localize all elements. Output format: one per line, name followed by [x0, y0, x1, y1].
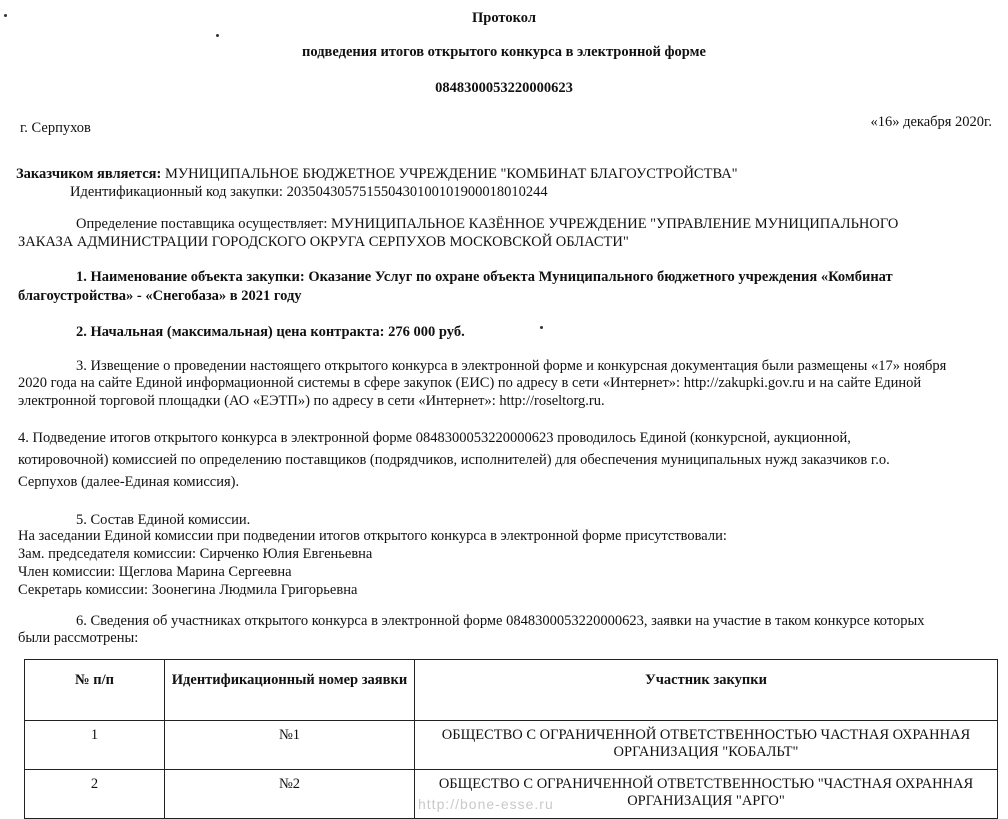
date: «16» декабря 2020г.: [870, 114, 992, 130]
item-6-line-2: были рассмотрены:: [18, 630, 139, 646]
item-3-line-2: 2020 года на сайте Единой информационной системы в сфере закупок (ЕИС) по адресу в сети «Интернет»: http://zakupki.gov.ru и на сайте Единой: [18, 375, 922, 391]
scan-speck: [540, 326, 543, 329]
cell-number: 2: [25, 770, 165, 819]
table-row: [25, 721, 998, 770]
item-4-line-1: 4. Подведение итогов открытого конкурса в электронной форме 0848300053220000623 проводилось Единой (конкурсной, аукционной,: [18, 430, 851, 446]
scan-speck: [216, 34, 219, 37]
header-participant: Участник закупки: [415, 660, 998, 721]
item-1-line-1: 1. Наименование объекта закупки: Оказание Услуг по охране объекта Муниципального бюджетного учреждения «Комбинат: [76, 269, 893, 285]
cell-participant: ОБЩЕСТВО С ОГРАНИЧЕННОЙ ОТВЕТСТВЕННОСТЬЮ ЧАСТНАЯ ОХРАННАЯ ОРГАНИЗАЦИЯ "КОБАЛЬТ": [415, 721, 998, 770]
cell-participant: ОБЩЕСТВО С ОГРАНИЧЕННОЙ ОТВЕТСТВЕННОСТЬЮ "ЧАСТНАЯ ОХРАННАЯ ОРГАНИЗАЦИЯ "АРГО": [415, 770, 998, 819]
watermark: http://bone-esse.ru: [418, 796, 554, 812]
customer-line: [16, 166, 738, 183]
procurement-code: Идентификационный код закупки: 203504305751550430100101900018010244: [70, 184, 548, 200]
document-title: Протокол: [472, 10, 536, 26]
supplier-def-line-2: ЗАКАЗА АДМИНИСТРАЦИИ ГОРОДСКОГО ОКРУГА СЕРПУХОВ МОСКОВСКОЙ ОБЛАСТИ": [18, 234, 629, 250]
commission-member: Зам. председателя комиссии: Сирченко Юлия Евгеньевна: [18, 546, 373, 562]
city: г. Серпухов: [20, 120, 91, 136]
procurement-number: 0848300053220000623: [435, 80, 573, 96]
cell-application-id: №1: [165, 721, 415, 770]
item-3-line-3: электронной торговой площадки (АО «ЕЭТП») по адресу в сети «Интернет»: http://roseltorg.ru.: [18, 393, 605, 409]
commission-member: Секретарь комиссии: Зоонегина Людмила Григорьевна: [18, 582, 358, 598]
item-4-line-2: котировочной) комиссией по определению поставщиков (подрядчиков, исполнителей) для обеспечения муниципальных нужд заказчиков г.о.: [18, 452, 890, 468]
header-application-id: Идентификационный номер заявки: [165, 660, 415, 721]
document-subtitle: подведения итогов открытого конкурса в электронной форме: [302, 44, 706, 60]
item-5-intro: На заседании Единой комиссии при подведении итогов открытого конкурса в электронной форме присутствовали:: [18, 528, 727, 544]
participants-table: [24, 659, 998, 819]
item-4-line-3: Серпухов (далее-Единая комиссия).: [18, 474, 240, 490]
customer-label: Заказчиком является:: [16, 166, 162, 182]
cell-application-id: №2: [165, 770, 415, 819]
item-3-line-1: 3. Извещение о проведении настоящего открытого конкурса в электронной форме и конкурсная документация были размещены «17» ноября: [76, 358, 947, 374]
commission-member: Член комиссии: Щеглова Марина Сергеевна: [18, 564, 292, 580]
header-number: № п/п: [25, 660, 165, 721]
item-2-price: 2. Начальная (максимальная) цена контракта: 276 000 руб.: [76, 324, 465, 340]
customer-name: МУНИЦИПАЛЬНОЕ БЮДЖЕТНОЕ УЧРЕЖДЕНИЕ "КОМБИНАТ БЛАГОУСТРОЙСТВА": [164, 166, 738, 182]
item-1-line-2: благоустройства» - «Снегобаза» в 2021 году: [18, 288, 302, 304]
scan-speck: [4, 14, 7, 17]
table-header-row: [25, 660, 998, 721]
item-5-heading: 5. Состав Единой комиссии.: [76, 512, 251, 528]
cell-number: 1: [25, 721, 165, 770]
supplier-def-line-1: Определение поставщика осуществляет: МУНИЦИПАЛЬНОЕ КАЗЁННОЕ УЧРЕЖДЕНИЕ "УПРАВЛЕНИЕ МУНИЦИПАЛЬНОГО: [76, 216, 899, 232]
item-6-line-1: 6. Сведения об участниках открытого конкурса в электронной форме 0848300053220000623, заявки на участие в таком конкурсе которых: [76, 613, 925, 629]
